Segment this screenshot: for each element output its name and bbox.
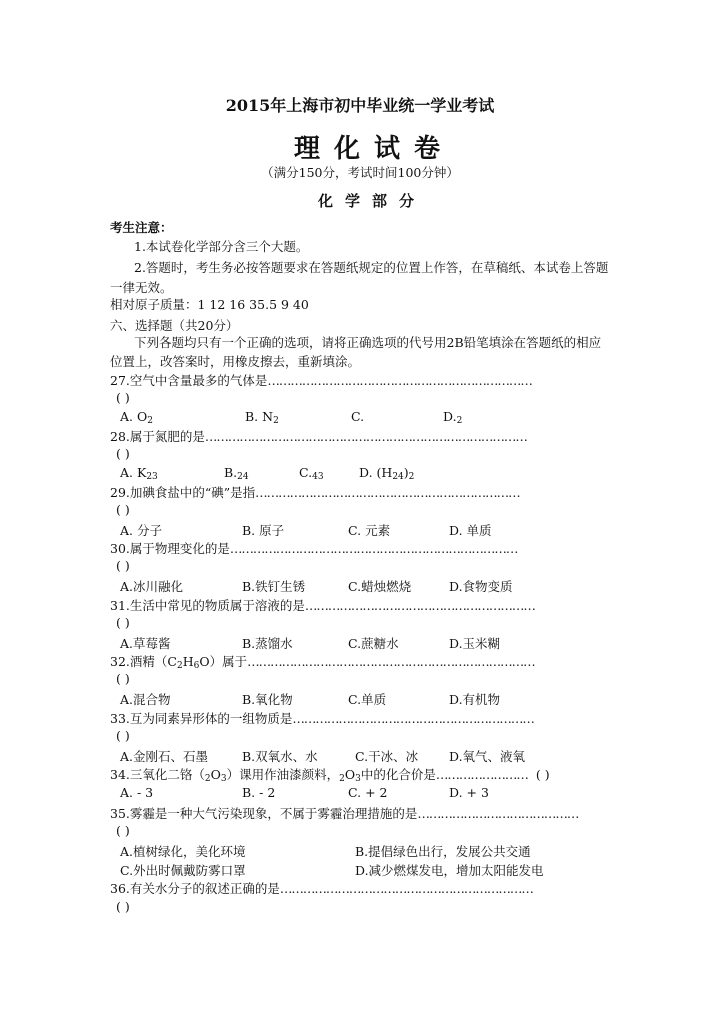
question-stem: 互为同素异形体的一组物质是 bbox=[129, 711, 293, 726]
question-number: 30. bbox=[110, 541, 130, 556]
question-number: 36. bbox=[110, 881, 130, 896]
question-stem: 属于氮肥的是 bbox=[129, 429, 205, 444]
option-c: C.单质 bbox=[348, 692, 387, 707]
atomic-mass: 相对原子质量：1 12 16 35.5 9 40 bbox=[110, 297, 309, 312]
question-28 bbox=[110, 428, 527, 446]
option-b: B.提倡绿色出行，发展公共交通 bbox=[355, 844, 531, 859]
answer-paren: ( ) bbox=[116, 823, 130, 838]
instructions-line-2: 位置上，改答案时，用橡皮擦去，重新填涂。 bbox=[110, 354, 361, 369]
answer-paren: ( ) bbox=[116, 728, 130, 743]
question-stem: 空气中含量最多的气体是 bbox=[129, 373, 268, 388]
option-a: A.草莓酱 bbox=[120, 636, 171, 651]
leader-dots: ………………………………………………………… bbox=[279, 881, 533, 896]
question-stem: 加碘食盐中的“碘”是指 bbox=[129, 485, 256, 500]
question-number: 27. bbox=[110, 373, 130, 388]
question-stem: 雾霾是一种大气污染现象，不属于雾霾治理措施的是 bbox=[129, 806, 418, 821]
part-six-heading: 六、选择题（共20分） bbox=[110, 318, 239, 333]
question-27 bbox=[110, 372, 532, 390]
option-b: B. $N_2$ bbox=[245, 409, 279, 426]
option-c: C. + 2 bbox=[348, 785, 388, 800]
option-c: C.蜡烛燃烧 bbox=[348, 579, 412, 594]
option-c: C.干冰、冰 bbox=[355, 749, 419, 764]
question-number: 31. bbox=[110, 598, 130, 613]
option-a: A.金刚石、石墨 bbox=[120, 749, 209, 764]
question-36 bbox=[110, 880, 533, 898]
option-b: B. 原子 bbox=[242, 523, 285, 538]
answer-paren: ( ) bbox=[535, 767, 550, 782]
exam-title: 2015年上海市初中毕业统一学业考试 bbox=[225, 96, 495, 115]
score-note: （满分150分，考试时间100分钟） bbox=[261, 165, 459, 180]
question-34: 34.三氧化二铬$(_2O_3)$课用作油漆颜料，$_2O_3$中的化合价是…………………… ( ) bbox=[110, 767, 550, 784]
notice-item-2-line-1: 2.答题时，考生务必按答题要求在答题纸规定的位置上作答，在草稿纸、本试卷上答题 bbox=[134, 260, 609, 275]
option-d: D.食物变质 bbox=[449, 579, 513, 594]
leader-dots: ……………………………………………………… bbox=[292, 711, 534, 726]
option-d: D. 单质 bbox=[449, 523, 492, 538]
option-a: A. $K_{23}$ bbox=[120, 465, 158, 482]
question-33 bbox=[110, 710, 534, 728]
section-title: 化学部分 bbox=[317, 192, 426, 210]
leader-dots: …………………………………………………………… bbox=[267, 373, 532, 388]
option-d: D.玉米糊 bbox=[449, 636, 501, 651]
option-a: A. 分子 bbox=[120, 523, 162, 538]
option-b: B. - 2 bbox=[242, 785, 276, 800]
question-29 bbox=[110, 484, 520, 502]
leader-dots: …………………………………………………………… bbox=[255, 485, 520, 500]
leader-dots: ………………………………………………………………… bbox=[247, 654, 535, 669]
notice-item-1: 1.本试卷化学部分含三个大题。 bbox=[134, 239, 309, 254]
answer-paren: ( ) bbox=[116, 558, 130, 573]
notice-heading: 考生注意： bbox=[110, 220, 173, 235]
leader-dots: …………………… bbox=[435, 767, 528, 782]
notice-item-2-line-2: 一律无效。 bbox=[110, 280, 173, 295]
question-stem: 生活中常见的物质属于溶液的是 bbox=[129, 598, 305, 613]
option-d: D.减少燃煤发电，增加太阳能发电 bbox=[355, 863, 544, 878]
option-a: A.植树绿化，美化环境 bbox=[120, 844, 246, 859]
answer-paren: ( ) bbox=[116, 502, 130, 517]
question-number: 28. bbox=[110, 429, 130, 444]
option-d: D.氧气、液氧 bbox=[449, 749, 526, 764]
answer-paren: ( ) bbox=[116, 446, 130, 461]
option-c: C. bbox=[351, 409, 365, 424]
answer-paren: ( ) bbox=[116, 899, 130, 914]
option-c: C.外出时佩戴防雾口罩 bbox=[120, 863, 246, 878]
question-32: 32.酒精$(C_2H_6O)$属于………………………………………………………………… bbox=[110, 654, 535, 671]
option-d: $D._2$ bbox=[443, 409, 463, 426]
option-a: A.冰川融化 bbox=[120, 579, 184, 594]
option-d: D. $(H_{24})_2$ bbox=[359, 465, 415, 482]
question-stem: 有关水分子的叙述正确的是 bbox=[129, 881, 280, 896]
question-number: 35. bbox=[110, 806, 130, 821]
option-a: A.混合物 bbox=[120, 692, 171, 707]
answer-paren: ( ) bbox=[116, 390, 130, 405]
question-35 bbox=[110, 805, 578, 823]
question-31 bbox=[110, 597, 535, 615]
option-c: C.蔗糖水 bbox=[348, 636, 399, 651]
instructions-line-1: 下列各题均只有一个正确的选项，请将正确选项的代号用2B铅笔填涂在答题纸的相应 bbox=[134, 335, 602, 350]
option-b: B.铁钉生锈 bbox=[242, 579, 306, 594]
answer-paren: ( ) bbox=[116, 615, 130, 630]
option-b: B.氧化物 bbox=[242, 692, 293, 707]
question-number: 29. bbox=[110, 485, 130, 500]
leader-dots: ………………………………………………………………… bbox=[229, 541, 518, 556]
question-number: 32. bbox=[110, 654, 130, 669]
option-a: A. - 3 bbox=[120, 785, 154, 800]
question-stem: 属于物理变化的是 bbox=[129, 541, 230, 556]
option-a: A. $O_2$ bbox=[120, 409, 153, 426]
option-d: D. + 3 bbox=[449, 785, 489, 800]
option-d: D.有机物 bbox=[449, 692, 501, 707]
question-number: 33. bbox=[110, 711, 130, 726]
question-number: 34. bbox=[110, 767, 130, 782]
paper-title: 理化试卷 bbox=[293, 134, 454, 164]
leader-dots: ………………………………………………………………………… bbox=[204, 429, 527, 444]
question-30 bbox=[110, 540, 517, 558]
option-b: $B._{24}$ bbox=[224, 465, 249, 482]
leader-dots: …………………………………… bbox=[417, 806, 579, 821]
option-b: B.双氧水、水 bbox=[242, 749, 318, 764]
option-c: $C._{43}$ bbox=[299, 465, 324, 482]
leader-dots: …………………………………………………… bbox=[304, 598, 535, 613]
option-c: C. 元素 bbox=[348, 523, 391, 538]
answer-paren: ( ) bbox=[116, 671, 130, 686]
option-b: B.蒸馏水 bbox=[242, 636, 293, 651]
